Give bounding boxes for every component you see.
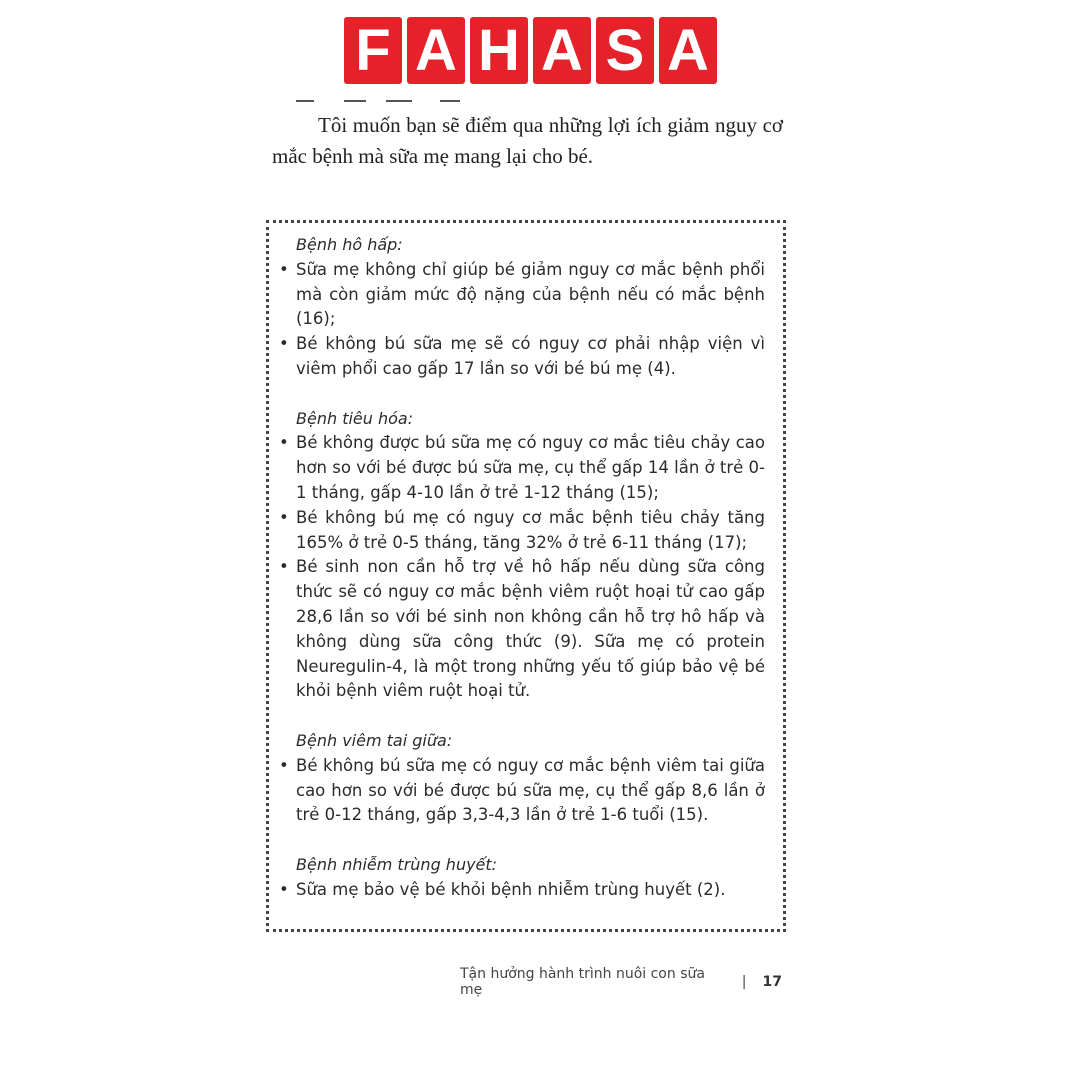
bullet-icon: •	[279, 259, 289, 279]
bullet-item	[279, 555, 765, 704]
logo-letter: A	[659, 17, 717, 84]
footer-separator: |	[741, 974, 747, 990]
info-box-content	[279, 233, 765, 927]
bullet-icon: •	[279, 334, 289, 354]
bullet-icon: •	[279, 879, 289, 899]
bullet-text: Bé sinh non cần hỗ trợ về hô hấp nếu dùng sữa công thức sẽ có nguy cơ mắc bệnh viêm ruột hoại tử cao gấp 28,6 lần so với bé sinh non không cần hỗ trợ hô hấp và không dùng sữa công thức (9). Sữa mẹ có protein Neuregulin-4, là một trong những yếu tố giúp bảo vệ bé khỏi bệnh viêm ruột hoại tử.	[296, 557, 765, 701]
logo-letter: A	[533, 17, 591, 84]
disease-section	[279, 729, 765, 828]
section-heading: Bệnh nhiễm trùng huyết:	[296, 854, 498, 874]
bullet-item	[279, 754, 765, 828]
bullet-text: Bé không bú sữa mẹ có nguy cơ mắc bệnh viêm tai giữa cao hơn so với bé được bú sữa mẹ, cụ thể gấp 8,6 lần ở trẻ 0-12 tháng, gấp 3,3-4,3 lần ở trẻ 1-6 tuổi (15).	[296, 755, 765, 825]
section-heading: Bệnh hô hấp:	[296, 235, 403, 254]
bullet-item	[279, 332, 765, 382]
fahasa-logo	[344, 17, 717, 84]
bullet-item	[279, 506, 765, 556]
disease-section	[279, 853, 765, 903]
bullet-text: Sữa mẹ không chỉ giúp bé giảm nguy cơ mắc bệnh phổi mà còn giảm mức độ nặng của bệnh nếu có mắc bệnh (16);	[296, 259, 765, 329]
bullet-item	[279, 878, 765, 903]
bullet-icon: •	[279, 507, 289, 527]
bullet-text: Bé không bú sữa mẹ sẽ có nguy cơ phải nhập viện vì viêm phổi cao gấp 17 lần so với bé bú mẹ (4).	[296, 334, 765, 378]
section-heading: Bệnh viêm tai giữa:	[296, 730, 453, 750]
bullet-text: Sữa mẹ bảo vệ bé khỏi bệnh nhiễm trùng huyết (2).	[296, 879, 726, 899]
bullet-icon: •	[279, 755, 289, 775]
book-title: Tận hưởng hành trình nuôi con sữa mẹ	[460, 966, 705, 998]
cropped-text-line	[296, 88, 486, 102]
bullet-text: Bé không được bú sữa mẹ có nguy cơ mắc tiêu chảy cao hơn so với bé được bú sữa mẹ, cụ thể gấp 14 lần ở trẻ 0-1 tháng, gấp 4-10 lần ở trẻ 1-12 tháng (15);	[296, 433, 765, 502]
section-heading: Bệnh tiêu hóa:	[296, 408, 414, 428]
info-box	[266, 220, 786, 932]
page-number: 17	[762, 974, 782, 990]
bullet-icon: •	[279, 433, 289, 453]
logo-letter: F	[344, 17, 402, 84]
page-footer	[460, 966, 782, 998]
bullet-item	[279, 431, 765, 505]
bullet-icon: •	[279, 557, 289, 577]
disease-section	[279, 407, 765, 705]
bullet-text: Bé không bú mẹ có nguy cơ mắc bệnh tiêu chảy tăng 165% ở trẻ 0-5 tháng, tăng 32% ở trẻ 6-11 tháng (17);	[296, 507, 765, 552]
disease-section	[279, 233, 765, 382]
logo-letter: S	[596, 17, 654, 84]
logo-letter: A	[407, 17, 465, 84]
intro-paragraph: Tôi muốn bạn sẽ điểm qua những lợi ích giảm nguy cơ mắc bệnh mà sữa mẹ mang lại cho bé.	[272, 113, 783, 168]
logo-letter: H	[470, 17, 528, 84]
bullet-item	[279, 258, 765, 332]
